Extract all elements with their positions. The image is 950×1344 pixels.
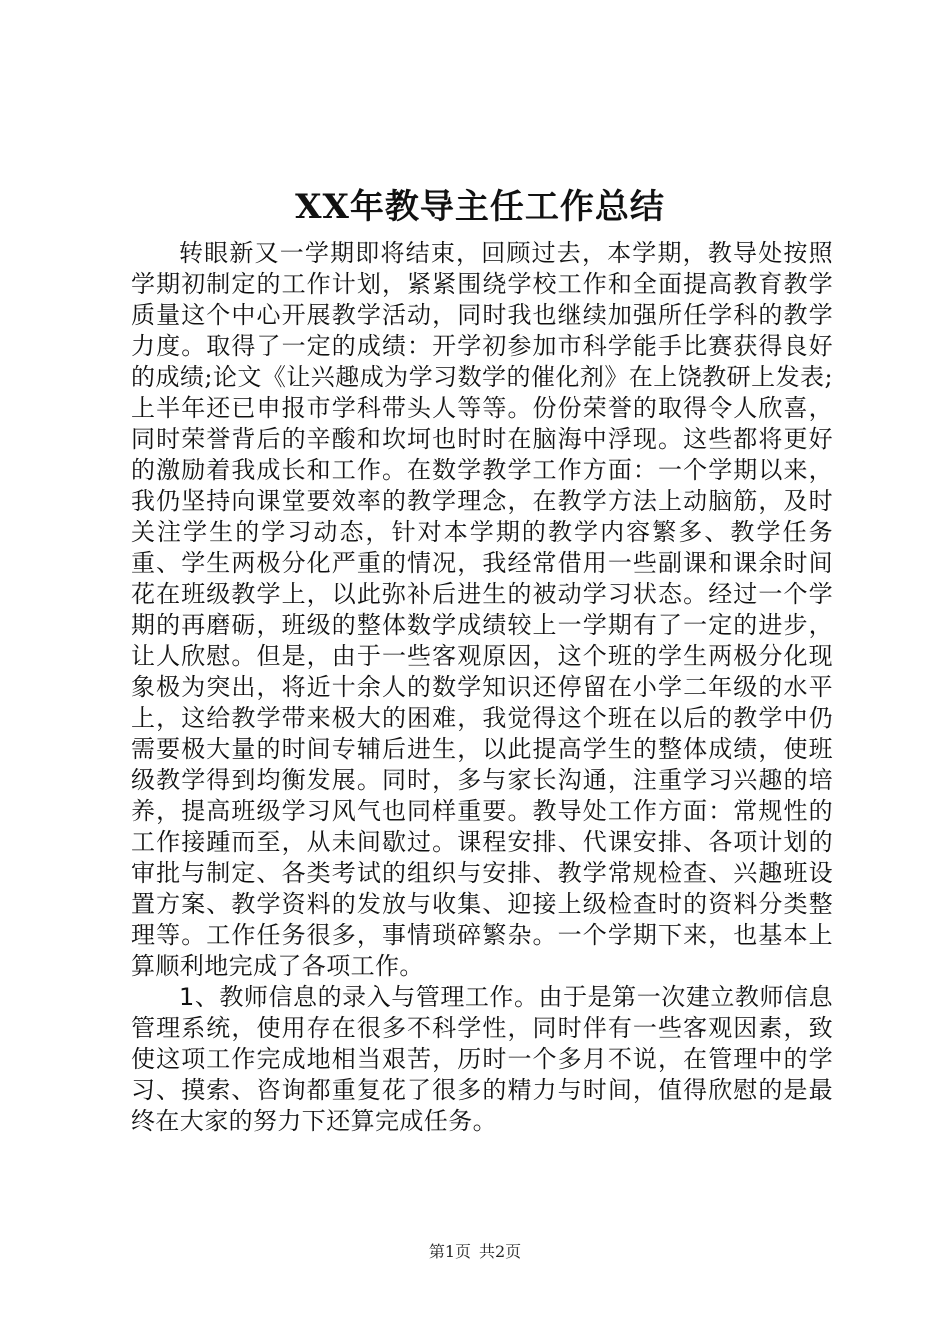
- body-paragraph: [131, 238, 833, 982]
- section-heading: 1、教师信息的录入与管理工作。: [179, 983, 539, 1011]
- section-paragraph: [131, 982, 833, 1137]
- page-footer: [0, 1240, 950, 1264]
- paragraph-text: 转眼新又一学期即将结束，回顾过去，本学期，教导处按照学期初制定的工作计划，紧紧围绕学校工作和全面提高教育教学质量这个中心开展教学活动，同时我也继续加强所任学科的教学力度。取得了一定的成绩：开学初参加市科学能手比赛获得良好的成绩;论文《让兴趣成为学习数学的催化剂》在上饶教研上发表;上半年还已申报市学科带头人等等。份份荣誉的取得令人欣喜，同时荣誉背后的辛酸和坎坷也时时在脑海中浮现。这些都将更好的激励着我成长和工作。在数学教学工作方面：一个学期以来，我仍坚持向课堂要效率的教学理念，在教学方法上动脑筋，及时关注学生的学习动态，针对本学期的教学内容繁多、教学任务重、学生两极分化严重的情况，我经常借用一些副课和课余时间花在班级教学上，以此弥补后进生的被动学习状态。经过一个学期的再磨砺，班级的整体数学成绩较上一学期有了一定的进步，让人欣慰。但是，由于一些客观原因，这个班的学生两极分化现象极为突出，将近十余人的数学知识还停留在小学二年级的水平上，这给教学带来极大的困难，我觉得这个班在以后的教学中仍需要极大量的时间专辅后进生，以此提高学生的整体成绩，使班级教学得到均衡发展。同时，多与家长沟通，注重学习兴趣的培养，提高班级学习风气也同样重要。教导处工作方面：常规性的工作接踵而至，从未间歇过。课程安排、代课安排、各项计划的审批与制定、各类考试的组织与安排、教学常规检查、兴趣班设置方案、教学资料的发放与收集、迎接上级检查时的资料分类整理等。工作任务很多，事情琐碎繁杂。一个学期下来，也基本上算顺利地完成了各项工作。: [131, 239, 833, 980]
- paragraph-text: 由于是第一次建立教师信息管理系统，使用存在很多不科学性，同时伴有一些客观因素，致使这项工作完成地相当艰苦，历时一个多月不说，在管理中的学习、摸索、咨询都重复花了很多的精力与时间，值得欣慰的是最终在大家的努力下还算完成任务。: [131, 983, 833, 1135]
- page-total: 共2页: [479, 1242, 522, 1261]
- document-title: XX年教导主任工作总结: [295, 187, 665, 227]
- page-number: 第1页: [428, 1242, 471, 1261]
- document-body: [131, 238, 833, 1137]
